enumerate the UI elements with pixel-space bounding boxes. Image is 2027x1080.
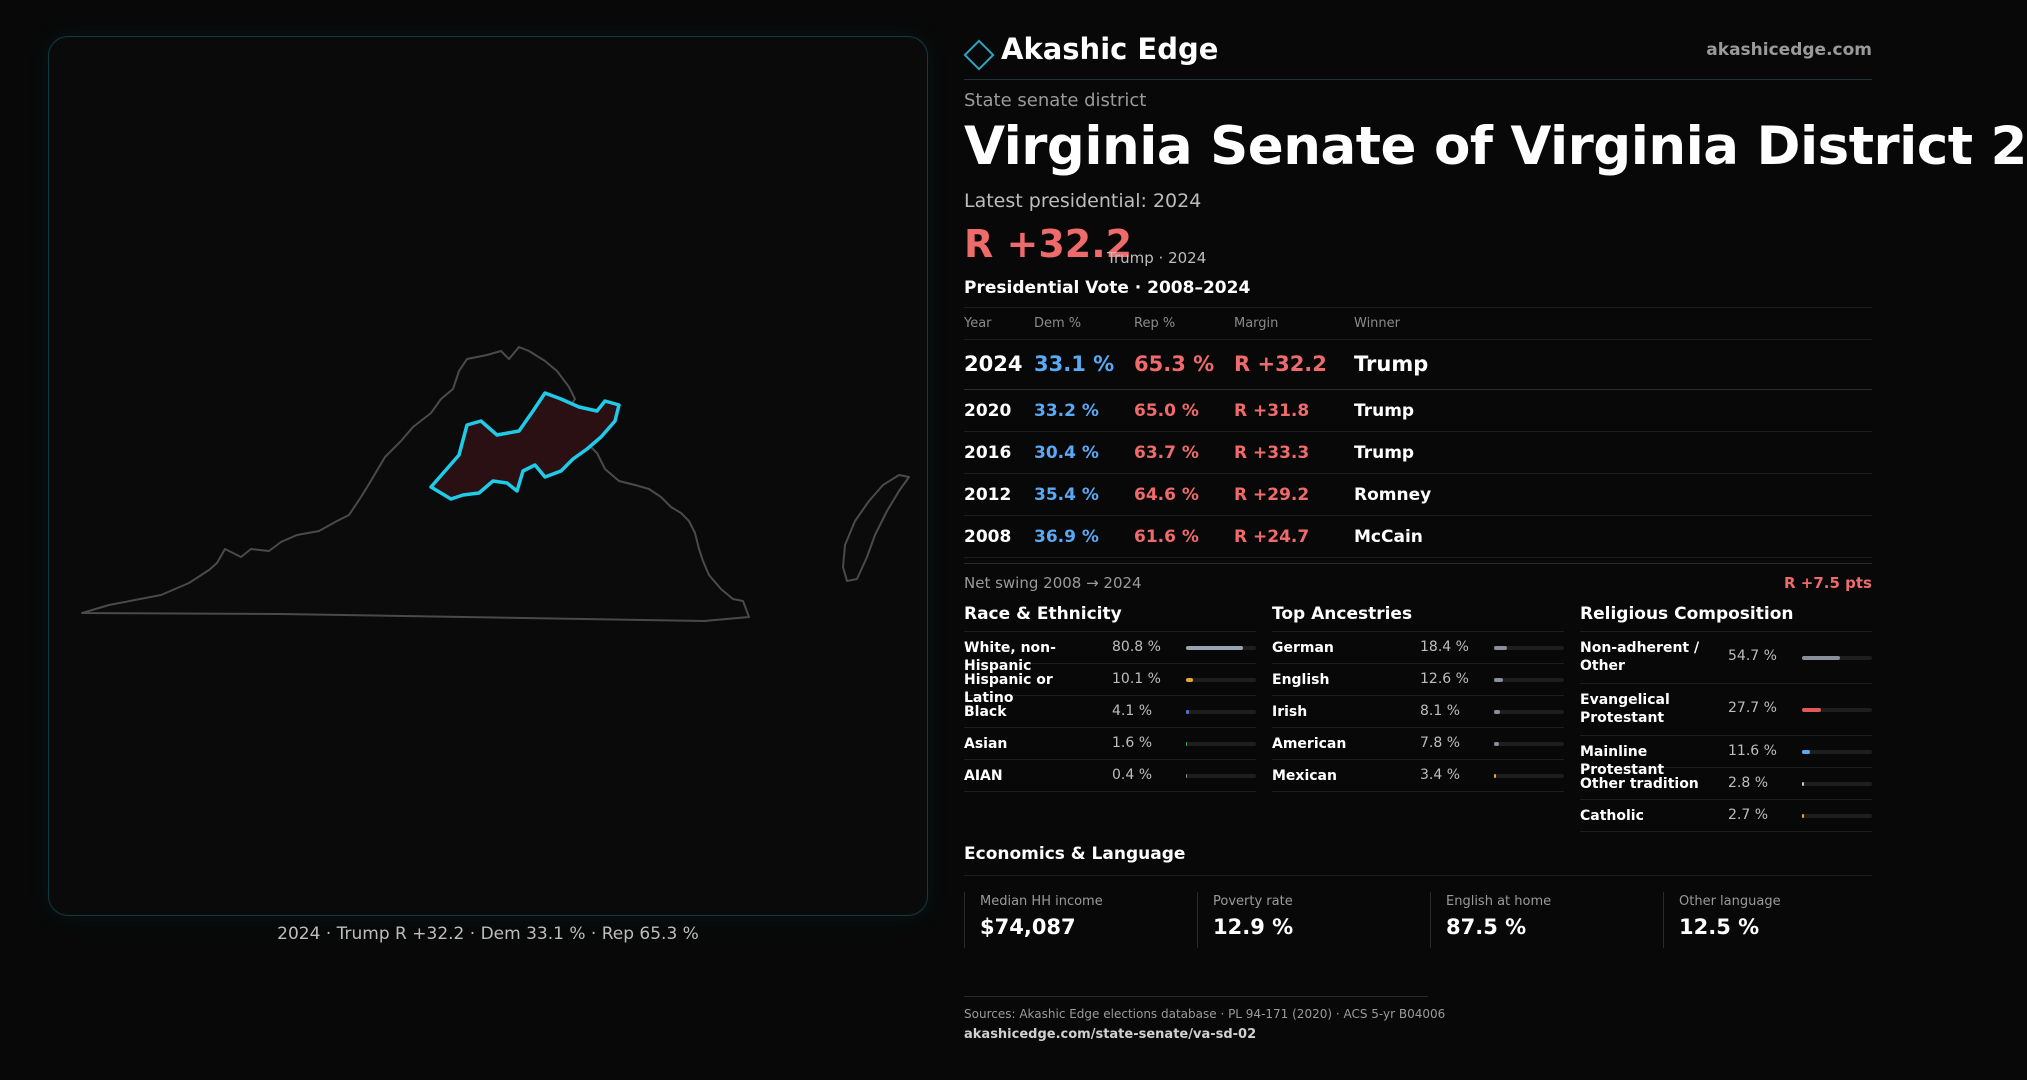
demo-label: American <box>1272 736 1347 752</box>
demo-bar <box>1186 710 1256 714</box>
demo-value: 0.4 % <box>1112 767 1153 783</box>
demo-value: 2.7 % <box>1728 807 1769 823</box>
demo-bar-fill <box>1802 814 1804 818</box>
demo-bar-fill <box>1802 750 1810 754</box>
demo-label: Mexican <box>1272 768 1337 784</box>
demo-bar <box>1802 708 1872 712</box>
presidential-title: Presidential Vote · 2008–2024 <box>964 278 1251 298</box>
demo-value: 10.1 % <box>1112 671 1161 687</box>
row-year: 2008 <box>964 527 1012 547</box>
row-margin: R +33.3 <box>1234 443 1310 463</box>
presidential-table <box>964 307 1872 558</box>
table-row <box>964 340 1872 390</box>
demo-bar-fill <box>1494 742 1499 746</box>
demo-label: German <box>1272 640 1334 656</box>
demo-bar <box>1494 742 1564 746</box>
net-swing-label: Net swing 2008 → 2024 <box>964 574 1142 592</box>
demo-bar <box>1186 646 1256 650</box>
demo-bar <box>1802 782 1872 786</box>
section-title: Religious Composition <box>1580 602 1872 632</box>
demo-row <box>1580 768 1872 800</box>
demo-label: Black <box>964 704 1007 720</box>
demo-label: AIAN <box>964 768 1003 784</box>
demo-label: Other tradition <box>1580 776 1699 792</box>
econ-label: Poverty rate <box>1213 894 1293 909</box>
row-rep: 65.3 % <box>1134 352 1215 376</box>
col-winner: Winner <box>1354 316 1401 331</box>
demo-bar <box>1494 646 1564 650</box>
demo-bar <box>1494 710 1564 714</box>
row-dem: 33.1 % <box>1034 352 1115 376</box>
demo-value: 80.8 % <box>1112 639 1161 655</box>
row-dem: 36.9 % <box>1034 527 1099 547</box>
ancestry-section <box>1272 602 1564 792</box>
col-rep: Rep % <box>1134 316 1176 331</box>
row-winner: Romney <box>1354 485 1432 505</box>
demo-row <box>1580 800 1872 832</box>
row-margin: R +29.2 <box>1234 485 1310 505</box>
demo-row <box>1272 760 1564 792</box>
econ-card-poverty <box>1197 892 1429 948</box>
sources-text: Sources: Akashic Edge elections database · PL 94-171 (2020) · ACS 5-yr B04006 <box>964 1007 1446 1021</box>
row-year: 2016 <box>964 443 1012 463</box>
demo-value: 11.6 % <box>1728 743 1777 759</box>
diamond-logo-icon <box>963 39 994 70</box>
demo-label: Catholic <box>1580 808 1644 824</box>
demo-bar <box>1802 814 1872 818</box>
demo-row <box>1580 684 1872 736</box>
row-margin: R +24.7 <box>1234 527 1310 547</box>
demo-bar <box>1186 742 1256 746</box>
demo-row <box>1272 664 1564 696</box>
row-margin: R +32.2 <box>1234 352 1327 376</box>
demo-label: Mainline Protestant <box>1580 744 1665 778</box>
demo-row <box>1272 696 1564 728</box>
demo-bar-fill <box>1494 774 1496 778</box>
demo-row <box>964 760 1256 792</box>
sources-url[interactable]: akashicedge.com/state-senate/va-sd-02 <box>964 1027 1257 1042</box>
demo-bar-fill <box>1494 646 1507 650</box>
econ-value: 12.9 % <box>1213 915 1294 939</box>
net-swing-value: R +7.5 pts <box>1784 574 1872 592</box>
demo-bar-fill <box>1186 646 1243 650</box>
econ-card-english <box>1430 892 1662 948</box>
race-ethnicity-section <box>964 602 1256 792</box>
col-margin: Margin <box>1234 316 1279 331</box>
demo-row <box>1580 736 1872 778</box>
demo-bar-fill <box>1802 708 1821 712</box>
demo-row <box>1580 632 1872 684</box>
row-year: 2012 <box>964 485 1012 505</box>
econ-label: English at home <box>1446 894 1552 909</box>
demo-bar-fill <box>1494 678 1503 682</box>
row-winner: Trump <box>1354 401 1415 421</box>
row-margin: R +31.8 <box>1234 401 1310 421</box>
table-row <box>964 390 1872 432</box>
demo-label: Hispanic or Latino <box>964 672 1053 706</box>
row-rep: 64.6 % <box>1134 485 1199 505</box>
table-row <box>964 516 1872 558</box>
table-header <box>964 308 1872 340</box>
row-rep: 63.7 % <box>1134 443 1199 463</box>
table-row <box>964 432 1872 474</box>
econ-value: 12.5 % <box>1679 915 1760 939</box>
demo-row <box>964 664 1256 706</box>
row-dem: 33.2 % <box>1034 401 1099 421</box>
col-dem: Dem % <box>1034 316 1082 331</box>
row-winner: Trump <box>1354 352 1429 376</box>
demo-label: English <box>1272 672 1330 688</box>
row-dem: 35.4 % <box>1034 485 1099 505</box>
econ-value: 87.5 % <box>1446 915 1527 939</box>
religion-section <box>1580 602 1872 832</box>
map-panel <box>48 36 928 916</box>
econ-label: Other language <box>1679 894 1781 909</box>
row-year: 2024 <box>964 352 1023 376</box>
brand-url[interactable]: akashicedge.com <box>1706 40 1872 60</box>
row-winner: Trump <box>1354 443 1415 463</box>
demo-bar <box>1186 774 1256 778</box>
headline-margin: R +32.2 <box>964 222 1133 266</box>
demo-value: 3.4 % <box>1420 767 1461 783</box>
demo-bar <box>1802 750 1872 754</box>
demo-value: 7.8 % <box>1420 735 1461 751</box>
col-year: Year <box>964 316 992 331</box>
demo-bar <box>1802 656 1872 660</box>
sources <box>964 996 1446 1042</box>
demo-row <box>964 632 1256 674</box>
demo-value: 18.4 % <box>1420 639 1469 655</box>
demo-row <box>964 728 1256 760</box>
row-rep: 61.6 % <box>1134 527 1199 547</box>
page-title: Virginia Senate of Virginia District 2 <box>964 116 2027 177</box>
district-type: State senate district <box>964 90 1147 111</box>
headline-margin-sub: Trump · 2024 <box>1107 249 1207 267</box>
demo-row <box>964 696 1256 728</box>
section-title: Top Ancestries <box>1272 602 1564 632</box>
latest-presidential: Latest presidential: 2024 <box>964 190 1202 212</box>
row-rep: 65.0 % <box>1134 401 1199 421</box>
demo-bar-fill <box>1494 710 1500 714</box>
economics-title: Economics & Language <box>964 844 1872 876</box>
demo-row <box>1272 728 1564 760</box>
eastern-shore-outline <box>843 475 909 581</box>
demo-value: 1.6 % <box>1112 735 1153 751</box>
demo-label: Asian <box>964 736 1008 752</box>
demo-row <box>1272 632 1564 664</box>
row-winner: McCain <box>1354 527 1423 547</box>
econ-card-income <box>964 892 1196 948</box>
demo-value: 4.1 % <box>1112 703 1153 719</box>
demo-label: White, non-Hispanic <box>964 640 1056 674</box>
demo-bar <box>1494 774 1564 778</box>
section-title: Race & Ethnicity <box>964 602 1256 632</box>
demo-bar-fill <box>1802 782 1804 786</box>
demo-bar-fill <box>1802 656 1840 660</box>
demo-bar <box>1494 678 1564 682</box>
demo-label: Irish <box>1272 704 1308 720</box>
demo-bar-fill <box>1186 678 1193 682</box>
econ-value: $74,087 <box>980 915 1076 939</box>
demo-bar-fill <box>1186 742 1187 746</box>
demo-label: Non-adherent / Other <box>1580 640 1700 674</box>
demo-label: Evangelical Protestant <box>1580 692 1670 726</box>
district-map <box>49 37 929 917</box>
table-row <box>964 474 1872 516</box>
row-year: 2020 <box>964 401 1012 421</box>
row-dem: 30.4 % <box>1034 443 1099 463</box>
map-caption: 2024 · Trump R +32.2 · Dem 33.1 % · Rep 65.3 % <box>277 924 699 944</box>
demo-value: 2.8 % <box>1728 775 1769 791</box>
demo-bar-fill <box>1186 774 1187 778</box>
state-outline <box>82 347 749 621</box>
brand-name: Akashic Edge <box>1001 32 1219 66</box>
econ-card-other-language <box>1663 892 1895 948</box>
brand-header <box>964 30 1872 80</box>
econ-label: Median HH income <box>980 894 1103 909</box>
demo-value: 27.7 % <box>1728 700 1777 716</box>
demo-value: 8.1 % <box>1420 703 1461 719</box>
demo-bar <box>1186 678 1256 682</box>
demo-value: 54.7 % <box>1728 648 1777 664</box>
demo-value: 12.6 % <box>1420 671 1469 687</box>
demo-bar-fill <box>1186 710 1189 714</box>
net-swing <box>964 563 1872 599</box>
